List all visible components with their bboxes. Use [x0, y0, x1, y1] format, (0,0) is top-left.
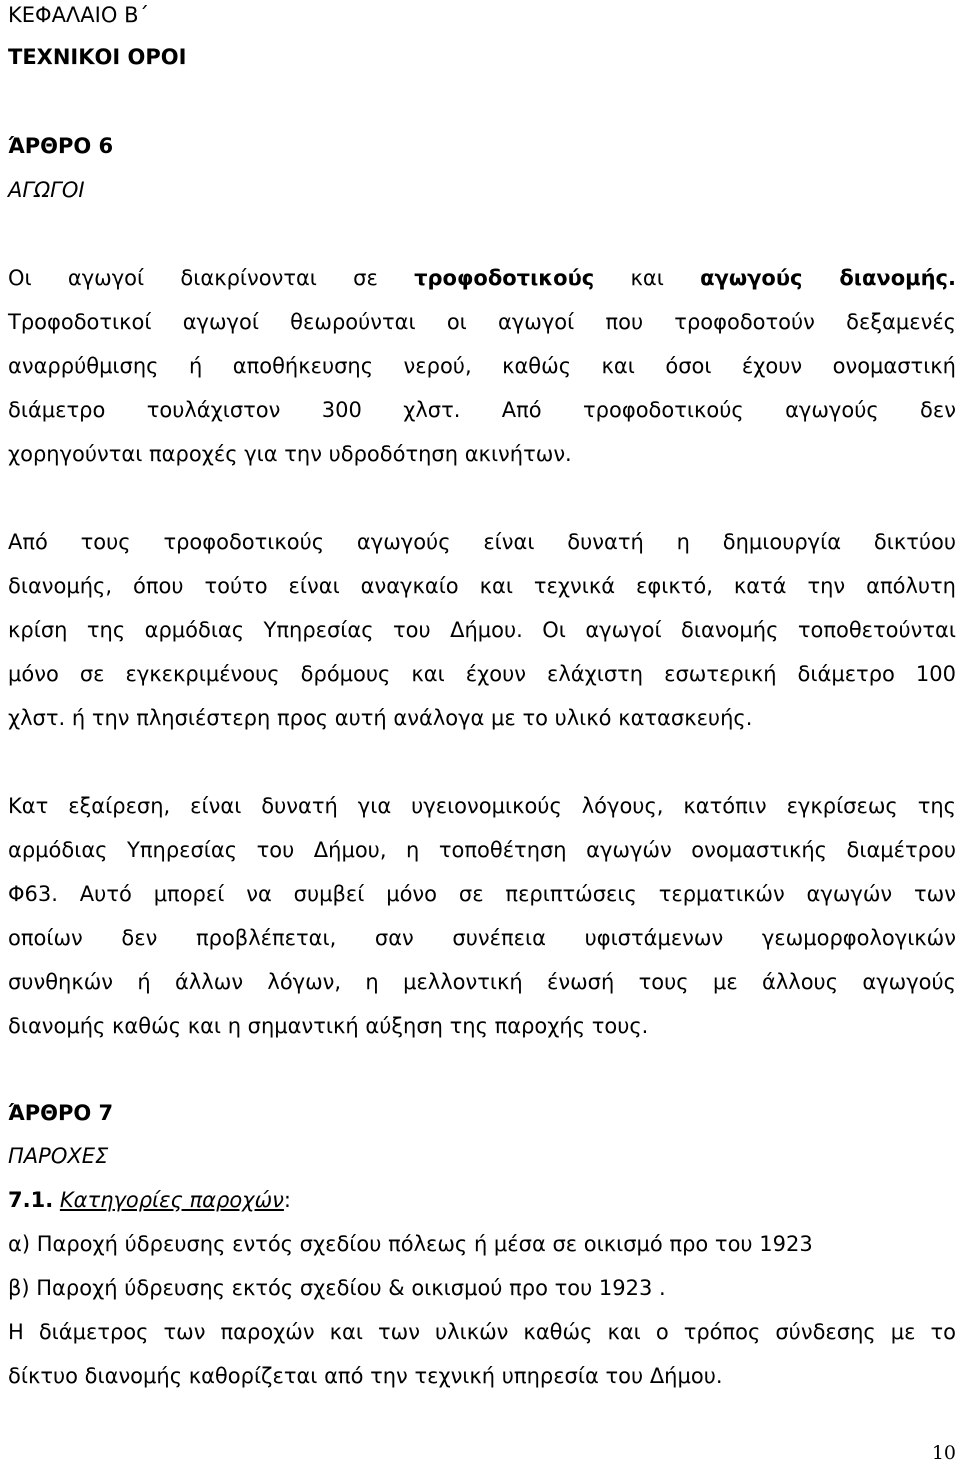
article-6-paragraph-1-line-5: χορηγούνται παροχές για την υδροδότηση ακινήτων.	[8, 442, 572, 466]
chapter-title: ΤΕΧΝΙΚΟΙ ΟΡΟΙ	[8, 45, 187, 69]
article-6-paragraph-3-line-5: συνθηκών ή άλλων λόγων, η μελλοντική ένωσή τους με άλλους αγωγούς	[8, 970, 956, 994]
article-7-heading: ΆΡΘΡΟ 7	[8, 1101, 114, 1125]
article-6-paragraph-2-line-2: διανομής, όπου τούτο είναι αναγκαίο και τεχνικά εφικτό, κατά την απόλυτη	[8, 574, 956, 598]
article-6-paragraph-3-line-6: διανομής καθώς και η σημαντική αύξηση της παροχής τους.	[8, 1014, 649, 1038]
article-6-paragraph-3-line-3: Φ63. Αυτό μπορεί να συμβεί μόνο σε περιπτώσεις τερματικών αγωγών των	[8, 882, 956, 906]
article-6-paragraph-1-line-1: Οι αγωγοί διακρίνονται σε τροφοδοτικούς και αγωγούς διανομής.	[8, 266, 956, 290]
article-6-paragraph-3-line-4: οποίων δεν προβλέπεται, σαν συνέπεια υφιστάμενων γεωμορφολογικών	[8, 926, 956, 950]
article-6-heading: ΆΡΘΡΟ 6	[8, 134, 114, 158]
article-6-paragraph-2-line-5: χλστ. ή την πλησιέστερη προς αυτή ανάλογα με το υλικό κατασκευής.	[8, 706, 753, 730]
section-number: 7.1.	[8, 1188, 54, 1212]
article-6-paragraph-2-line-4: μόνο σε εγκεκριμένους δρόμους και έχουν ελάχιστη εσωτερική διάμετρο 100	[8, 662, 956, 686]
section-title: Κατηγορίες παροχών	[59, 1188, 284, 1212]
article-6-paragraph-2-line-3: κρίση της αρμόδιας Υπηρεσίας του Δήμου. Οι αγωγοί διανομής τοποθετούνται	[8, 618, 956, 642]
article-6-paragraph-1-line-2: Τροφοδοτικοί αγωγοί θεωρούνται οι αγωγοί που τροφοδοτούν δεξαμενές	[8, 310, 956, 334]
article-6-paragraph-3-line-2: αρμόδιας Υπηρεσίας του Δήμου, η τοποθέτηση αγωγών ονομαστικής διαμέτρου	[8, 838, 956, 862]
article-6-paragraph-2-line-1: Από τους τροφοδοτικούς αγωγούς είναι δυνατή η δημιουργία δικτύου	[8, 530, 956, 554]
section-7-1-heading: 7.1. Κατηγορίες παροχών:	[8, 1188, 291, 1212]
article-6-paragraph-1-line-4: διάμετρο τουλάχιστον 300 χλστ. Από τροφοδοτικούς αγωγούς δεν	[8, 398, 956, 422]
article-7-paragraph-line-2: δίκτυο διανομής καθορίζεται από την τεχνική υπηρεσία του Δήμου.	[8, 1364, 723, 1388]
article-7-subtitle: ΠΑΡΟΧΕΣ	[8, 1144, 109, 1168]
list-item-a: α) Παροχή ύδρευσης εντός σχεδίου πόλεως ή μέσα σε οικισμό προ του 1923	[8, 1232, 813, 1256]
page-number: 10	[931, 1442, 956, 1464]
list-item-b: β) Παροχή ύδρευσης εκτός σχεδίου & οικισμού προ του 1923 .	[8, 1276, 666, 1300]
article-6-subtitle: ΑΓΩΓΟΙ	[8, 178, 85, 202]
chapter-label: ΚΕΦΑΛΑΙΟ Β΄	[8, 3, 149, 27]
article-6-paragraph-3-line-1: Κατ εξαίρεση, είναι δυνατή για υγειονομικούς λόγους, κατόπιν εγκρίσεως της	[8, 794, 956, 818]
article-7-paragraph-line-1: Η διάμετρος των παροχών και των υλικών καθώς και ο τρόπος σύνδεσης με το	[8, 1320, 956, 1344]
article-6-paragraph-1-line-3: αναρρύθμισης ή αποθήκευσης νερού, καθώς και όσοι έχουν ονομαστική	[8, 354, 956, 378]
